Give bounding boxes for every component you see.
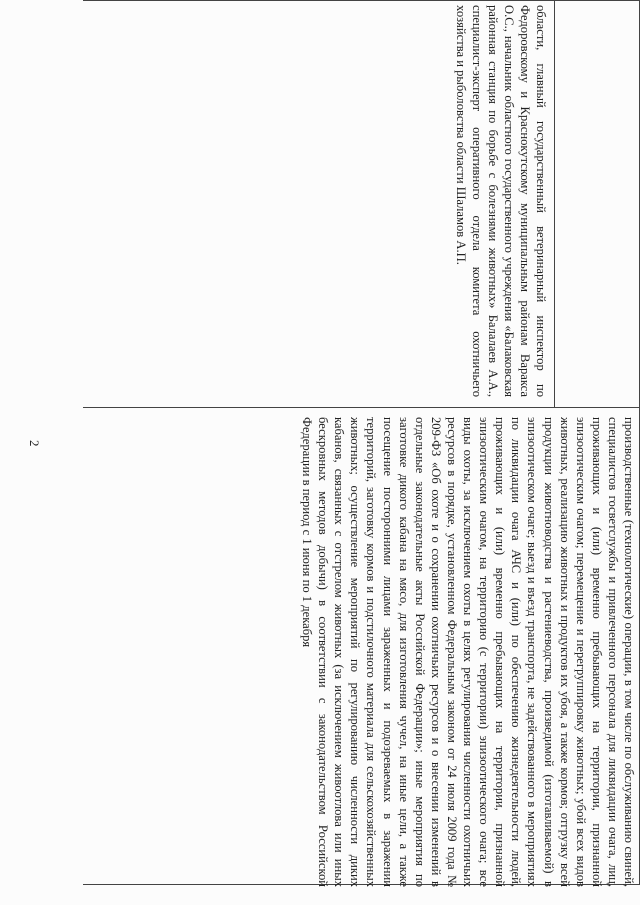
- measures-table: [83, 0, 640, 885]
- table-cell-responsible: [83, 1, 551, 405]
- page-number: 2: [27, 440, 42, 447]
- table-cell-measures: [83, 411, 639, 897]
- column-divider: [83, 407, 639, 408]
- row-divider: [554, 1, 555, 407]
- measures-text: производственные (технологические) операции, в том числе по обслуживанию свиней, специалистов госветслужбы и привлеченного персонала для ликвидации очага, лиц, проживающих и (или) временно пребывающих на территории, признанной эпизоотическим очагом; перемещение и перегруппировку животных; убой всех видов животных, реализацию животных и продуктов их убоя, а также кормов; отгрузку всей продукции животноводства и растениеводства, произведимой (изготавливаемой) в эпизоотическом очаге; выезд и въезд транспорта, не задействованного в мероприятиях по ликвидации очага АЧС и (или) по обеспечению жизнедеятельности людей, проживающих и (или) временно пребывающих на территории, признанной эпизоотическим очагом, на территорию (с территории) эпизоотического очага; все виды охоты, за исключением охоты в целях регулирования численности охотничьих ресурсов в порядке, установленном Федеральным законом от 24 июля 2009 года № 209-ФЗ «Об охоте и о сохранении охотничьих ресурсов и о внесении изменений в отдельные законодательные акты Российской Федерации»; иные мероприятия по заготовке дикого кабана на мясо, для изготовления чучел, на иные цели, а также посещение посторонними лицами зараженных и подозреваемых в заражении территорий, заготовку кормов и подстилочного материала для сельскохозяйственных животных; осуществление мероприятий по регулированию численности диких кабанов, связанных с отстрелом животных (за исключением живоотлова или иных бескровных методов добычи) в соответствии с законодательством Российской Федерации в период с 1 июня по 1 декабря: [300, 417, 636, 887]
- responsible-text: области, главный государственный ветеринарный инспектор по Федоровскому и Краснокутскому муниципальным районам Варакса О.С., начальник областного государственного учреждения «Балаковская районная станция по борьбе с болезнями животных» Балалаев А.А., специалист-эксперт оперативного отдела комитета охотничьего хозяйства и рыболовства области Шаламов А.П.: [453, 5, 548, 397]
